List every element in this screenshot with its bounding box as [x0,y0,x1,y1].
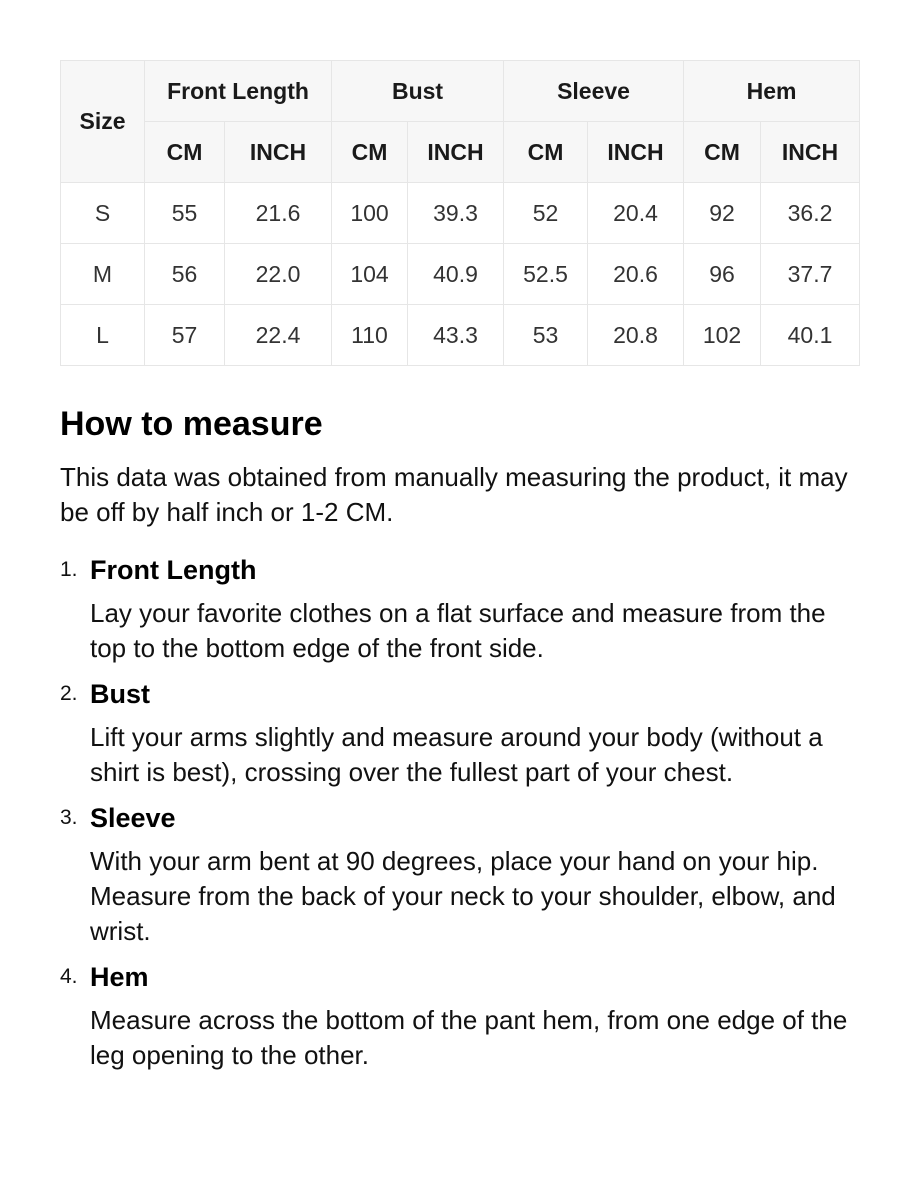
unit-header: CM [145,122,225,183]
table-cell: 52.5 [504,244,588,305]
table-cell: 92 [684,183,761,244]
table-cell: 43.3 [408,305,504,366]
list-item [60,676,860,790]
how-to-measure-heading: How to measure [60,405,323,443]
table-row-l [61,305,860,366]
table-cell: 22.4 [225,305,332,366]
group-header-bust: Bust [332,61,504,122]
unit-header: INCH [225,122,332,183]
table-cell: 100 [332,183,408,244]
group-header-front-length: Front Length [145,61,332,122]
unit-header: CM [332,122,408,183]
step-description: Lay your favorite clothes on a flat surface and measure from the top to the bottom edge of the front side. [90,598,826,663]
list-item [60,959,860,1073]
table-cell: 22.0 [225,244,332,305]
table-cell: 56 [145,244,225,305]
unit-header: CM [684,122,761,183]
unit-header: CM [504,122,588,183]
unit-header: INCH [408,122,504,183]
table-cell: 40.9 [408,244,504,305]
step-title: Sleeve [90,803,176,833]
step-description: Lift your arms slightly and measure around your body (without a shirt is best), crossing over the fullest part of your chest. [90,722,823,787]
table-cell: 37.7 [761,244,860,305]
size-cell: L [61,305,145,366]
table-cell: 36.2 [761,183,860,244]
table-cell: 104 [332,244,408,305]
table-cell: 20.8 [588,305,684,366]
unit-header: INCH [761,122,860,183]
table-cell: 39.3 [408,183,504,244]
table-cell: 21.6 [225,183,332,244]
table-row-s [61,183,860,244]
table-cell: 20.4 [588,183,684,244]
table-cell: 96 [684,244,761,305]
size-column-header: Size [61,61,145,183]
measure-intro-text: This data was obtained from manually measuring the product, it may be off by half inch or 1-2 CM. [60,462,848,527]
unit-header: INCH [588,122,684,183]
table-row-m [61,244,860,305]
group-header-sleeve: Sleeve [504,61,684,122]
step-title: Bust [90,679,150,709]
size-cell: S [61,183,145,244]
step-title: Front Length [90,555,257,585]
table-cell: 20.6 [588,244,684,305]
group-header-hem: Hem [684,61,860,122]
table-cell: 40.1 [761,305,860,366]
table-cell: 102 [684,305,761,366]
table-cell: 110 [332,305,408,366]
table-header-row-units [61,122,860,183]
table-header-row-groups [61,61,860,122]
table-cell: 57 [145,305,225,366]
list-item [60,552,860,666]
table-cell: 52 [504,183,588,244]
step-number: 4. [60,965,78,988]
step-number: 2. [60,682,78,705]
step-description: Measure across the bottom of the pant hem, from one edge of the leg opening to the other. [90,1005,848,1070]
step-number: 3. [60,806,78,829]
list-item [60,800,860,949]
table-cell: 53 [504,305,588,366]
size-cell: M [61,244,145,305]
step-description: With your arm bent at 90 degrees, place your hand on your hip. Measure from the back of your neck to your shoulder, elbow, and wrist. [90,846,836,946]
size-chart-table [60,60,860,366]
measure-steps-list [60,552,860,1073]
step-title: Hem [90,962,149,992]
table-cell: 55 [145,183,225,244]
step-number: 1. [60,558,78,581]
